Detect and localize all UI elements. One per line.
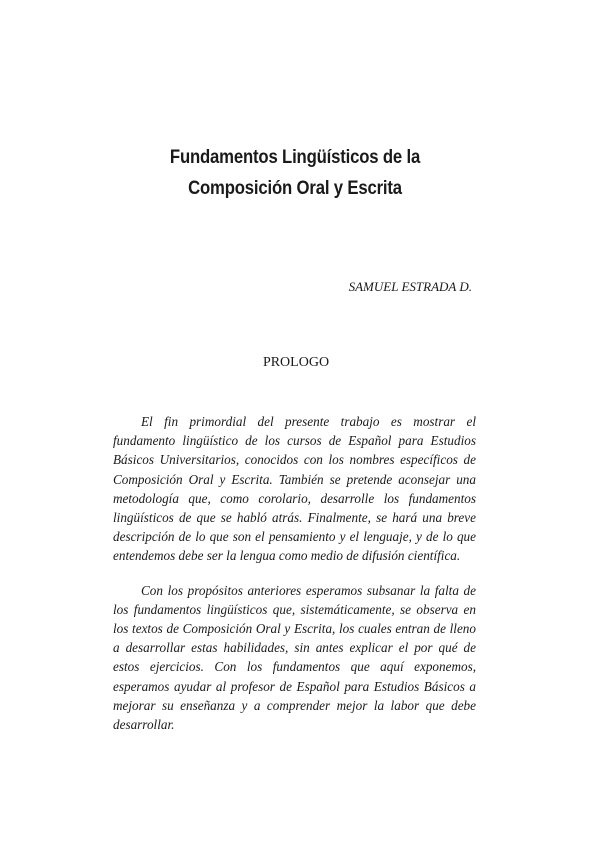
title-line-2: Composición Oral y Escrita <box>188 178 402 199</box>
title-line-1: Fundamentos Lingüísticos de la <box>169 147 421 168</box>
document-title <box>35 142 554 204</box>
paragraph-2: Con los propósitos anteriores esperamos subsanar la falta de los fundamentos lingüísticos que, sistemáticamente, se observa en los textos de Composición Oral y Escrita, los cuales entran de lleno a desarrollar estas habilidades, sin antes explicar el por qué de estos ejercicios. Con los fundamentos que aquí exponemos, esperamos ayudar al profesor de Español para Estudios Básicos a mejorar su enseñanza y a comprender mejor la labor que debe desarrollar. <box>113 582 476 733</box>
paragraph-1: El fin primordial del presente trabajo es mostrar el fundamento lingüístico de los cursos de Español para Estudios Básicos Universitarios, conocidos con los nombres específicos de Composición Oral y Escrita. También se pretende aconsejar una metodología que, como corolario, desarrolle los fundamentos lingüísticos de que se habló atrás. Finalmente, se hará una breve descripción de lo que son el pensamiento y el lenguaje, y de lo que entendemos debe ser la lengua como medio de difusión científica. <box>113 414 476 564</box>
author-name: SAMUEL ESTRADA D. <box>348 279 472 294</box>
body-text <box>113 412 476 749</box>
section-heading: PROLOGO <box>262 355 330 370</box>
